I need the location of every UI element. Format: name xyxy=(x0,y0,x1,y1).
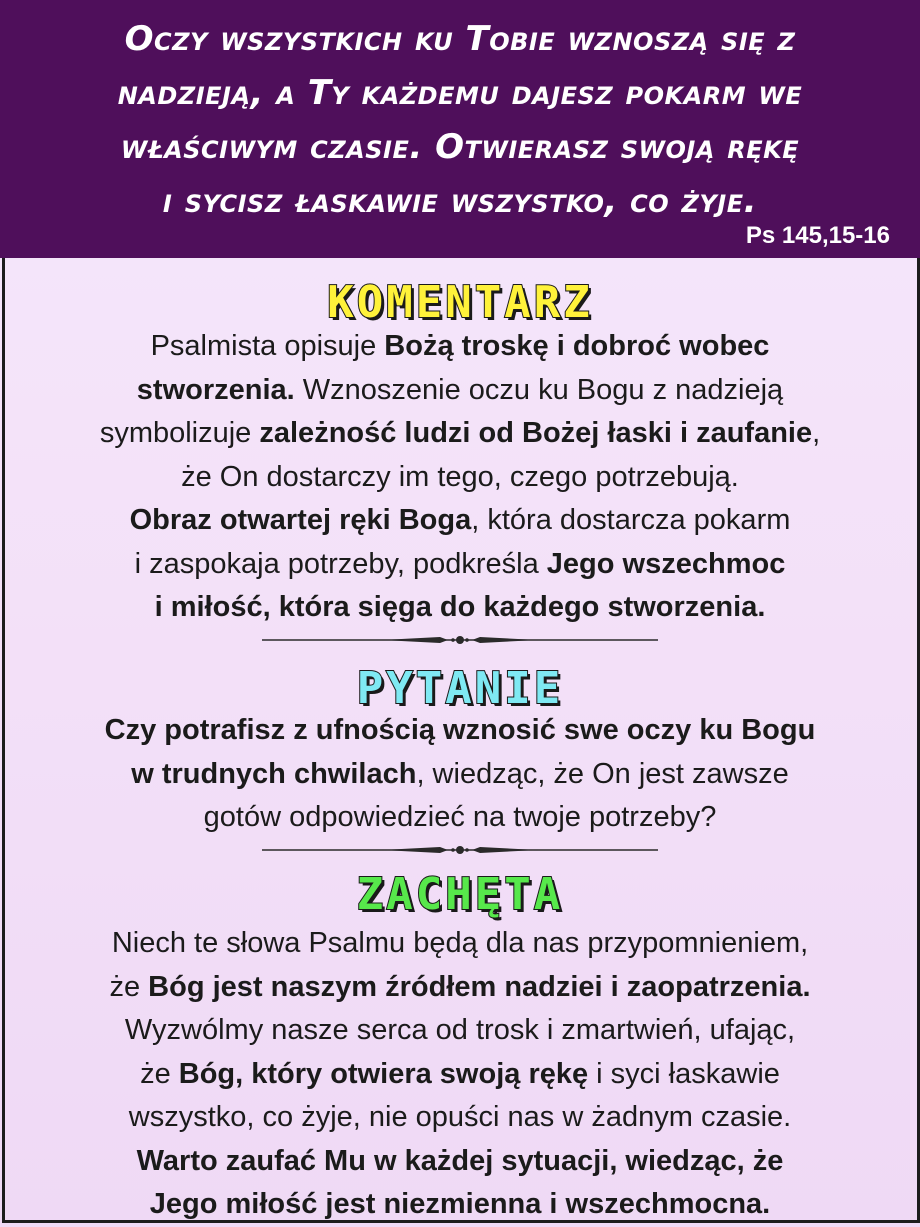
text-run: gotów odpowiedzieć na twoje potrzeby? xyxy=(203,801,717,833)
bold-run: Bożą troskę i dobroć wobec xyxy=(384,330,770,362)
text-run: że xyxy=(140,1057,179,1090)
bold-run: Warto zaufać Mu w każdej sytuacji, wiedząc, że xyxy=(136,1144,784,1177)
text-line xyxy=(0,753,920,797)
zacheta-text xyxy=(0,922,920,1227)
pytanie-text xyxy=(0,709,920,840)
text-run: Niech te słowa Psalmu będą dla nas przypomnieniem, xyxy=(111,927,809,959)
text-run: Wyzwólmy nasze serca od trosk i zmartwień, ufając, xyxy=(124,1014,796,1046)
text-line xyxy=(0,1183,920,1227)
text-run: symbolizuje xyxy=(99,417,260,449)
text-run: , xyxy=(812,417,821,449)
bold-run: stworzenia. xyxy=(136,373,295,406)
text-run: Psalmista opisuje xyxy=(150,330,385,362)
verse-header xyxy=(0,0,920,258)
bold-run: zależność ludzi od Bożej łaski i zaufanie xyxy=(259,417,813,449)
ornament-divider xyxy=(262,842,658,858)
text-run: Wznoszenie oczu ku Bogu z nadzieją xyxy=(294,373,784,406)
text-line xyxy=(0,586,920,630)
text-line xyxy=(0,922,920,966)
bold-run: Jego wszechmoc xyxy=(546,547,786,580)
text-line xyxy=(0,325,920,369)
bold-run: Obraz otwartej ręki Boga xyxy=(129,504,472,536)
text-run: , wiedząc, że On jest zawsze xyxy=(416,757,789,790)
text-line xyxy=(0,1009,920,1053)
komentarz-text xyxy=(0,325,920,630)
text-run: i zaspokaja potrzeby, podkreśla xyxy=(134,547,547,580)
bold-run: i miłość, która sięga do każdego stworzenia. xyxy=(154,591,766,623)
ornament-divider xyxy=(262,632,658,648)
pytanie-title: PYTANIE xyxy=(356,663,564,714)
text-line xyxy=(0,543,920,587)
text-line xyxy=(0,966,920,1010)
text-run: i syci łaskawie xyxy=(588,1057,780,1090)
verse-line: nadzieją, a Ty każdemu dajesz pokarm we xyxy=(117,73,803,113)
text-line xyxy=(0,1140,920,1184)
bold-run: Czy potrafisz z ufnością wznosić swe oczy ku Bogu xyxy=(104,714,816,746)
text-line xyxy=(0,369,920,413)
text-line xyxy=(0,456,920,500)
text-run: wszystko, co żyje, nie opuści nas w żadnym czasie. xyxy=(128,1101,792,1133)
zacheta-title: ZACHĘTA xyxy=(356,869,564,920)
text-run: że On dostarczy im tego, czego potrzebują. xyxy=(181,460,739,493)
verse-reference: Ps 145,15-16 xyxy=(745,222,890,249)
text-line xyxy=(0,499,920,543)
text-line xyxy=(0,796,920,840)
bold-run: Bóg, który otwiera swoją rękę xyxy=(178,1057,589,1090)
verse-line: Oczy wszystkich ku Tobie wznoszą się z xyxy=(124,19,796,59)
text-line xyxy=(0,1053,920,1097)
komentarz-title: KOMENTARZ xyxy=(327,277,593,328)
verse-line: i sycisz łaskawie wszystko, co żyje. xyxy=(162,181,758,221)
verse-text xyxy=(0,12,920,228)
bold-run: Jego miłość jest niezmienna i wszechmocna. xyxy=(149,1188,771,1220)
text-run: , która dostarcza pokarm xyxy=(471,504,791,536)
bold-run: Bóg jest naszym źródłem nadziei i zaopatrzenia. xyxy=(148,970,811,1003)
verse-line: właściwym czasie. Otwierasz swoją rękę xyxy=(120,127,800,167)
text-run: że xyxy=(109,970,149,1003)
text-line xyxy=(0,1096,920,1140)
text-line xyxy=(0,709,920,753)
text-line xyxy=(0,412,920,456)
bold-run: w trudnych chwilach xyxy=(131,757,417,790)
